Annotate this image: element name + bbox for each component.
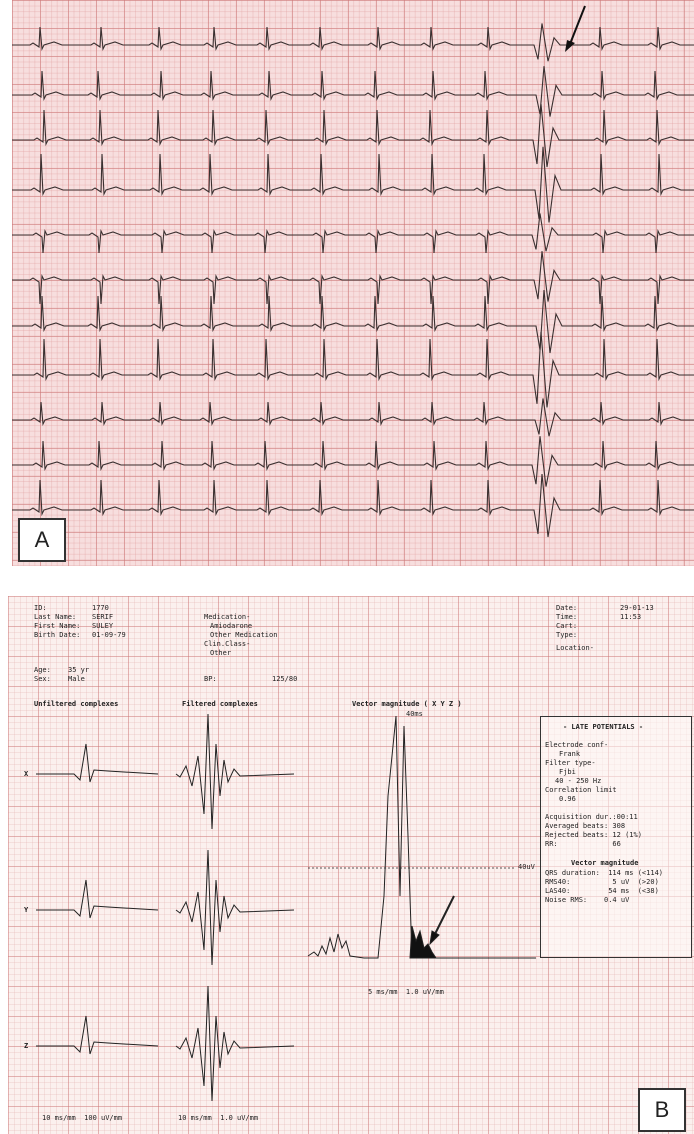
lead-x-label: X <box>24 770 29 778</box>
birth-date-label: Birth Date: <box>34 631 81 639</box>
last-name-label: Last Name: <box>34 613 77 621</box>
lp-correlation-value: 0.96 <box>559 795 576 803</box>
lp-rr: RR: 66 <box>545 840 621 848</box>
lp-vm-title: Vector magnitude <box>571 859 639 867</box>
birth-date-value: 01-09-79 <box>92 631 126 639</box>
filtered-heading: Filtered complexes <box>182 700 258 708</box>
lp-rej-beats: Rejected beats: 12 (1%) <box>545 831 642 839</box>
ecg-12-lead-panel <box>12 0 694 566</box>
bp-label: BP: <box>204 675 217 683</box>
lp-correlation-label: Correlation limit <box>545 786 617 794</box>
lp-electrode-label: Electrode conf- <box>545 741 609 749</box>
scale-vector: 5 ms/mm 1.0 uV/mm <box>368 988 444 996</box>
type-label: Type: <box>556 631 578 639</box>
unfiltered-complex-trace <box>36 880 158 918</box>
age-label: Age: <box>34 666 51 674</box>
filtered-complex-trace <box>176 714 294 829</box>
vector-peak-label: 40ms <box>406 710 423 718</box>
time-label: Time: <box>556 613 578 621</box>
lp-qrs-duration: QRS duration: 114 ms (<114) <box>545 869 664 877</box>
filtered-complex-trace <box>176 850 294 965</box>
bp-value: 125/80 <box>272 675 298 683</box>
date-value: 29-01-13 <box>620 604 654 612</box>
first-name-label: First Name: <box>34 622 81 630</box>
unfiltered-heading: Unfiltered complexes <box>34 700 119 708</box>
lp-acq-dur: Acquisition dur.:00:11 <box>545 813 638 821</box>
late-potentials-box <box>540 716 692 958</box>
lead-y-label: Y <box>24 906 29 914</box>
first-name-value: SULEY <box>92 622 114 630</box>
lp-filter-band: 40 - 250 Hz <box>555 777 602 785</box>
unfiltered-complex-trace <box>36 1016 158 1054</box>
panel-a-label: A <box>18 518 66 562</box>
lead-z-label: Z <box>24 1042 29 1050</box>
lp-filter-value: Fjbi <box>559 768 576 776</box>
id-value: 1770 <box>92 604 109 612</box>
arrow-icon <box>12 0 694 566</box>
filtered-complex-trace <box>176 986 294 1101</box>
panel-b-label: B <box>638 1088 686 1132</box>
id-label: ID: <box>34 604 47 612</box>
scale-filtered: 10 ms/mm 1.0 uV/mm <box>178 1114 259 1122</box>
medication-1: Amiodarone <box>210 622 253 630</box>
lp-rms40: RMS40: 5 uV (>20) <box>545 878 659 886</box>
medication-2: Other Medication <box>210 631 278 639</box>
location-label: Location- <box>556 644 594 652</box>
lp-avg-beats: Averaged beats: 308 <box>545 822 626 830</box>
medication-label: Medication- <box>204 613 251 621</box>
last-name-value: SERIF <box>92 613 114 621</box>
sex-value: Male <box>68 675 85 683</box>
lp-noise-rms: Noise RMS: 0.4 uV <box>545 896 630 904</box>
arrow-icon <box>434 896 454 936</box>
signal-averaged-ecg-panel <box>8 596 694 1134</box>
time-value: 11:53 <box>620 613 642 621</box>
medication-4: Other <box>210 649 232 657</box>
cart-label: Cart: <box>556 622 578 630</box>
arrow-head-icon <box>430 931 439 944</box>
vector-magnitude-trace <box>308 716 536 958</box>
vector-level-label: 40uV <box>518 863 535 871</box>
medication-3: Clin.Class- <box>204 640 251 648</box>
lp-las40: LAS40: 54 ms (<38) <box>545 887 659 895</box>
sex-label: Sex: <box>34 675 51 683</box>
vector-heading: Vector magnitude ( X Y Z ) <box>352 700 462 708</box>
lp-title: - LATE POTENTIALS - <box>563 723 644 731</box>
scale-unfiltered: 10 ms/mm 100 uV/mm <box>42 1114 123 1122</box>
lp-filter-label: Filter type- <box>545 759 596 767</box>
date-label: Date: <box>556 604 578 612</box>
lp-electrode-value: Frank <box>559 750 581 758</box>
age-value: 35 yr <box>68 666 90 674</box>
unfiltered-complex-trace <box>36 744 158 782</box>
